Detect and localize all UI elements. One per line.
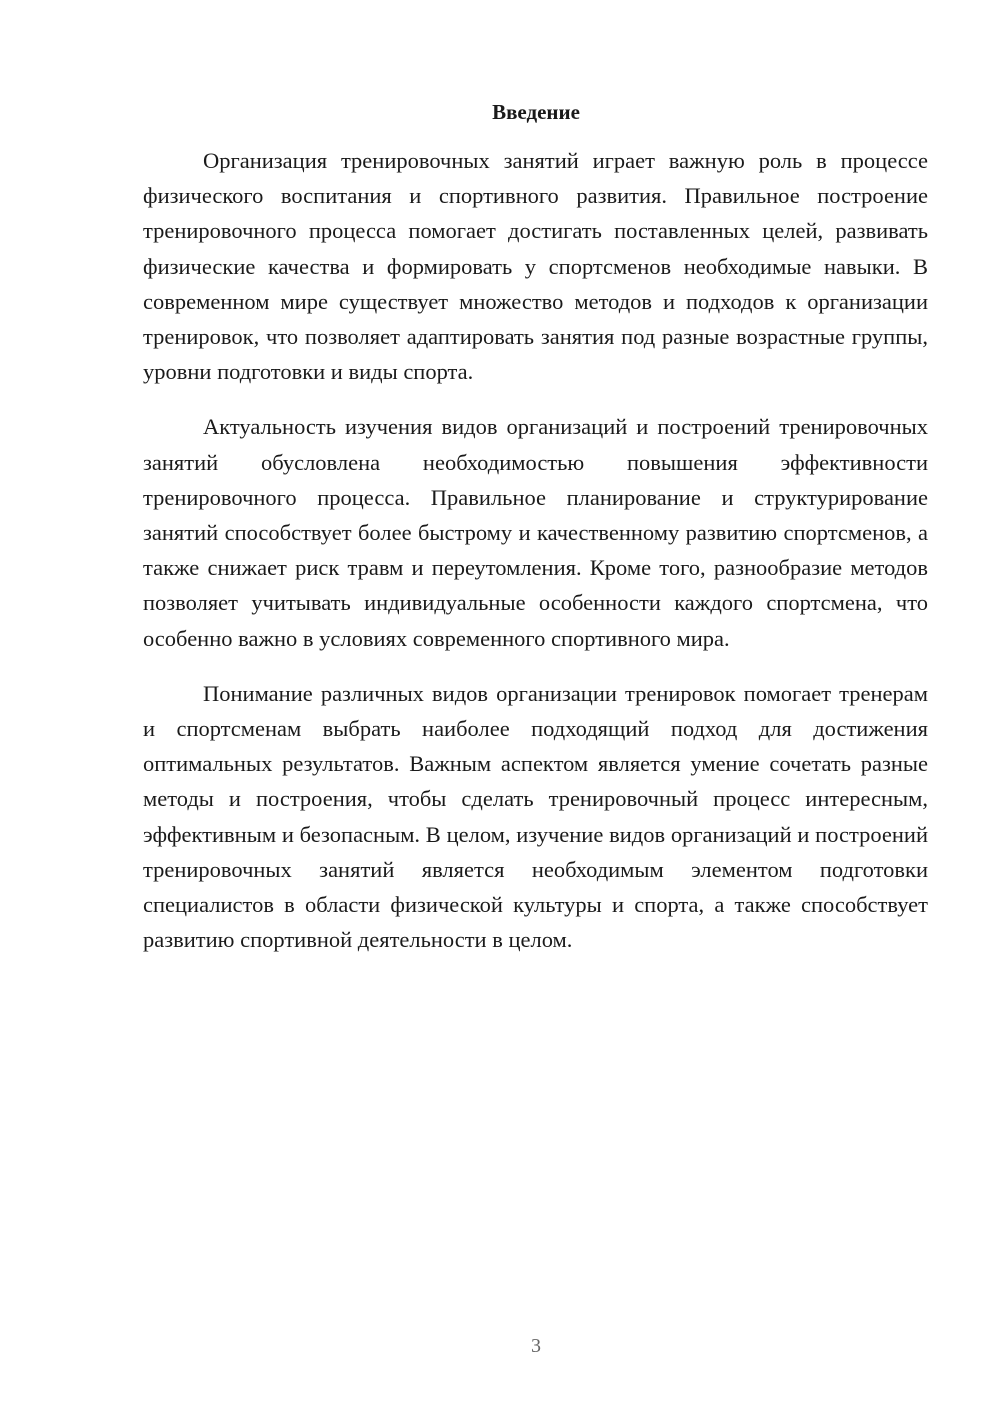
paragraph-relevance: Актуальность изучения видов организаций и построений тренировочных занятий обусловлена необходимостью повышения эффективности тренировочного процесса. Правильное планирование и структурирование занятий способствует более быстрому и качественному развитию спортсменов, а также снижает риск травм и переутомления. Кроме того, разнообразие методов позволяет учитывать индивидуальные особенности каждого спортсмена, что особенно важно в условиях современного спортивного мира. <box>143 414 928 651</box>
document-body <box>143 143 928 977</box>
paragraph-conclusion: Понимание различных видов организации тренировок помогает тренерам и спортсменам выбрать наиболее подходящий подход для достижения оптимальных результатов. Важным аспектом является умение сочетать разные методы и построения, чтобы сделать тренировочный процесс интересным, эффективным и безопасным. В целом, изучение видов организаций и построений тренировочных занятий является необходимым элементом подготовки специалистов в области физической культуры и спорта, а также способствует развитию спортивной деятельности в целом. <box>143 680 928 953</box>
page-number: 3 <box>531 1335 541 1357</box>
section-title: Введение <box>492 100 580 124</box>
paragraph-intro: Организация тренировочных занятий играет важную роль в процессе физического воспитания и спортивного развития. Правильное построение тренировочного процесса помогает достигать поставленных целей, развивать физические качества и формировать у спортсменов необходимые навыки. В современном мире существует множество методов и подходов к организации тренировок, что позволяет адаптировать занятия под разные возрастные группы, уровни подготовки и виды спорта. <box>143 148 928 385</box>
